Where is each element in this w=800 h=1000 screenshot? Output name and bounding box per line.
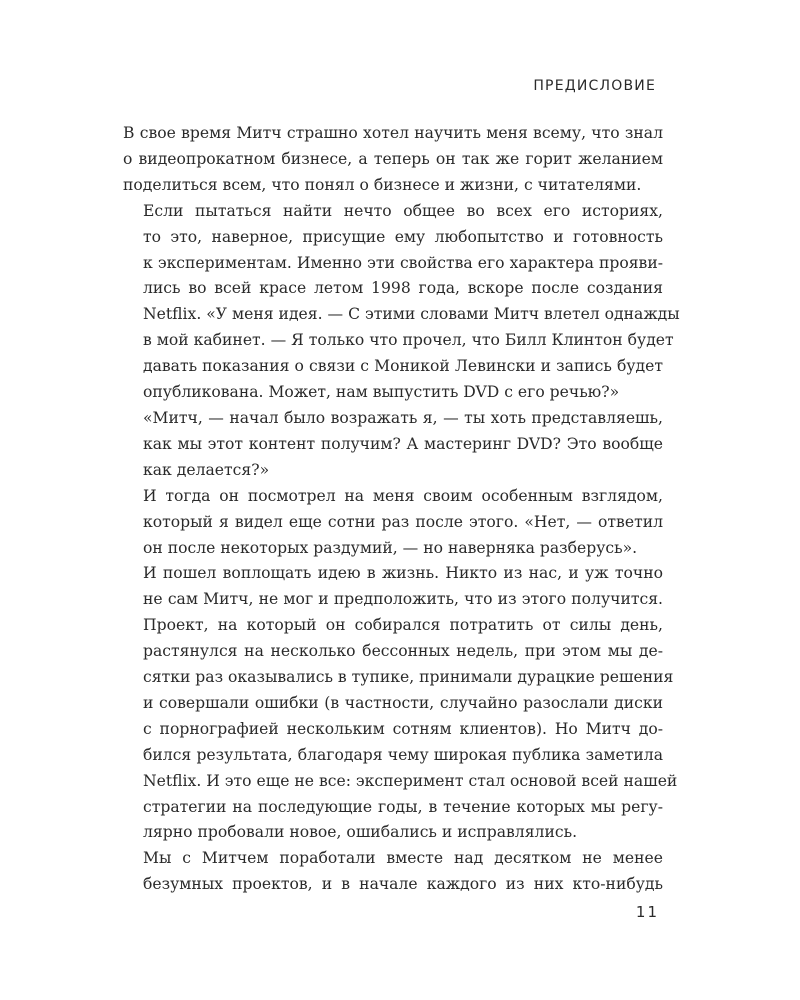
text-line: как мы этот контент получим? А мастеринг DVD? Это вообще: [143, 434, 663, 453]
paragraph: [123, 406, 663, 484]
text-line: сятки раз оказывались в тупике, принимали дурацкие решения: [143, 668, 674, 687]
text-line: в мой кабинет. — Я только что прочел, что Билл Клинтон будет: [143, 331, 674, 350]
text-line: В свое время Митч страшно хотел научить меня всему, что знал: [123, 124, 663, 142]
text-line: то это, наверное, присущие ему любопытство и готовность: [143, 227, 663, 246]
text-line: растянулся на несколько бессонных недель, при этом мы де-: [143, 642, 663, 661]
text-line: Netflix. И это еще не все: эксперимент стал основой всей нашей: [143, 771, 678, 790]
text-line: безумных проектов, и в начале каждого из них кто-нибудь: [143, 875, 663, 894]
text-line: давать показания о связи с Моникой Левински и запись будет: [143, 357, 663, 376]
running-header: ПРЕДИСЛОВИЕ: [533, 78, 656, 94]
paragraph: [123, 846, 663, 898]
text-line: который я видел еще сотни раз после этого. «Нет, — ответил: [143, 512, 663, 531]
text-line: к экспериментам. Именно эти свойства его характера прояви-: [143, 253, 663, 272]
text-line: бился результата, благодаря чему широкая публика заметила: [143, 745, 663, 764]
text-line: стратегии на последующие годы, в течение которых мы регу-: [143, 797, 663, 816]
text-line: И тогда он посмотрел на меня своим особенным взглядом,: [143, 486, 663, 505]
text-line: Проект, на который он собирался потратить от силы день,: [143, 616, 663, 635]
text-line: опубликована. Может, нам выпустить DVD с его речью?»: [143, 383, 620, 402]
text-line: лярно пробовали новое, ошибались и исправлялись.: [143, 823, 578, 842]
text-line: Если пытаться найти нечто общее во всех его историях,: [143, 201, 663, 220]
body-text: [123, 121, 680, 898]
text-line: о видеопрокатном бизнесе, а теперь он так же горит желанием: [123, 149, 663, 168]
paragraph: [123, 561, 678, 846]
text-line: поделиться всем, что понял о бизнесе и жизни, с читателями.: [123, 175, 642, 194]
page-number: 11: [635, 903, 659, 921]
text-line: как делается?»: [143, 460, 270, 479]
text-line: не сам Митч, не мог и предположить, что из этого получится.: [143, 590, 663, 609]
text-line: и совершали ошибки (в частности, случайно разослали диски: [143, 693, 663, 712]
paragraph: [123, 121, 663, 199]
text-line: с порнографией нескольким сотням клиентов). Но Митч до-: [143, 719, 663, 738]
text-line: он после некоторых раздумий, — но наверняка разберусь».: [143, 538, 638, 557]
paragraph: [123, 199, 680, 406]
text-line: Netflix. «У меня идея. — С этими словами Митч влетел однажды: [143, 305, 680, 324]
text-line: Мы с Митчем поработали вместе над десятком не менее: [143, 849, 663, 868]
text-line: «Митч, — начал было возражать я, — ты хоть представляешь,: [143, 408, 663, 427]
text-line: И пошел воплощать идею в жизнь. Никто из нас, и уж точно: [143, 564, 663, 583]
paragraph: [123, 484, 663, 562]
text-line: лись во всей красе летом 1998 года, вскоре после создания: [143, 279, 663, 298]
